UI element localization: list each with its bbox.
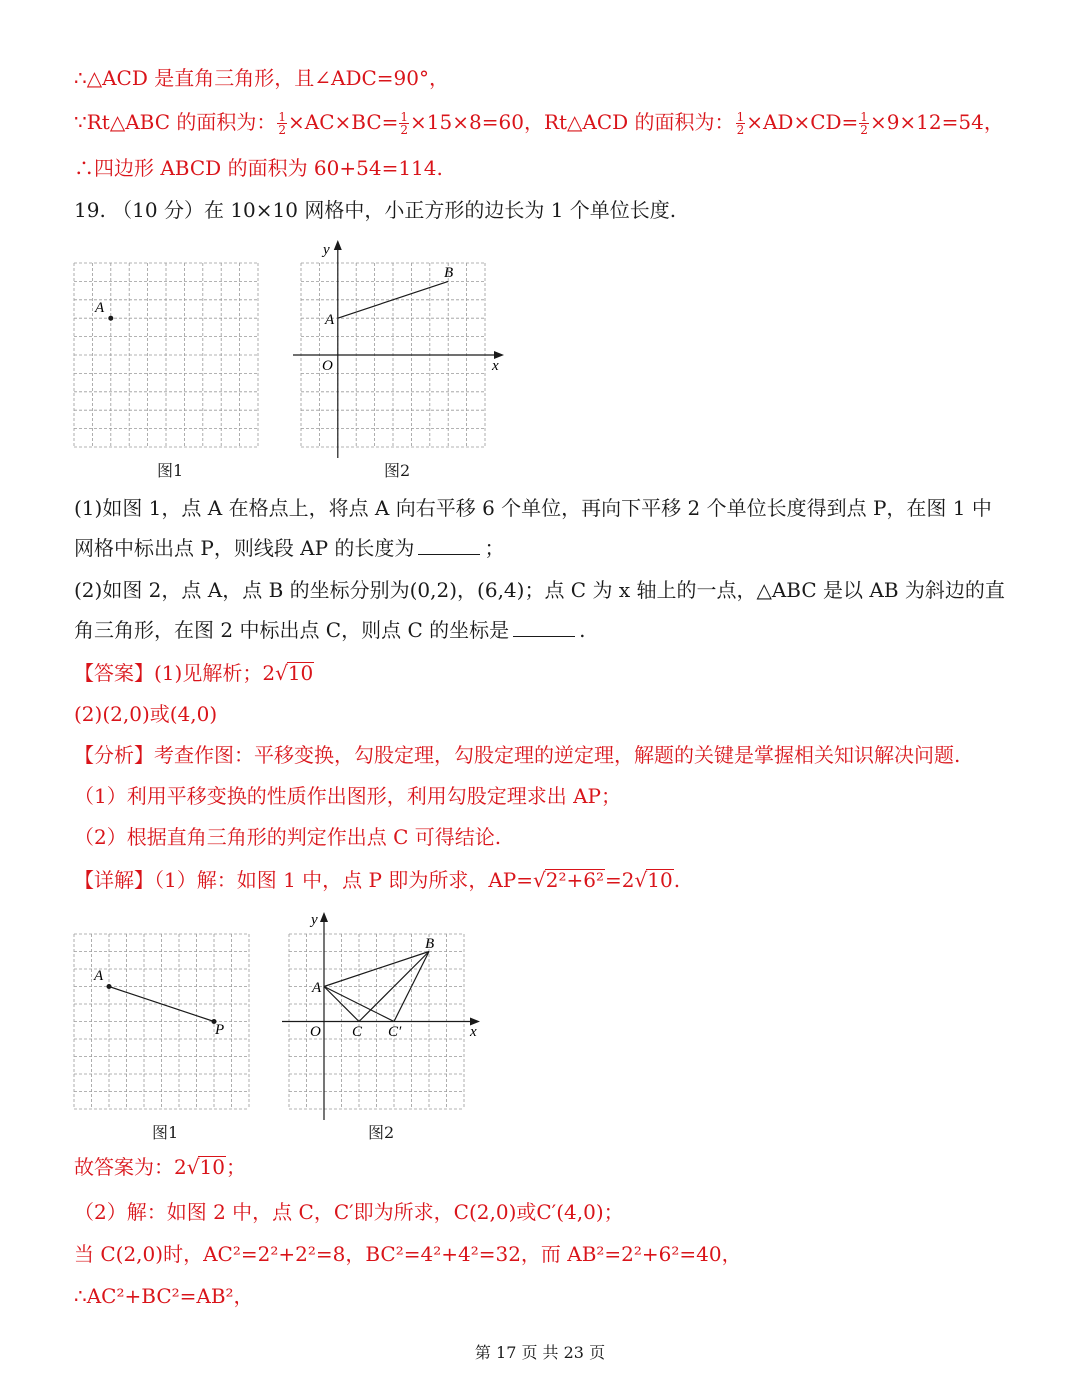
label-a: A [95, 300, 105, 316]
label-p: P [215, 1022, 225, 1038]
figure-1-caption: 图1 [157, 461, 184, 480]
detail-line-1: 【详解】（1）解：如图 1 中，点 P 即为所求，AP=√2²+6²=2√10. [74, 868, 681, 892]
text: (1)如图 1，点 A 在格点上，将点 A 向右平移 6 个单位，再向下平移 2 个单位长度得到点 P，在图 1 中 [74, 496, 992, 520]
answer-blank [418, 536, 480, 555]
page-footer: 第 17 页 共 23 页 [474, 1343, 606, 1362]
text: . [673, 868, 681, 892]
label-o: O [310, 1024, 321, 1040]
text: ×AC×BC= [288, 110, 399, 134]
figure-2-caption: 图2 [384, 461, 411, 480]
text: 19. （10 分）在 10×10 网格中，小正方形的边长为 1 个单位长度. [74, 198, 677, 222]
text: （2）根据直角三角形的判定作出点 C 可得结论. [74, 825, 502, 849]
point-a-dot [107, 984, 112, 989]
point-a-dot [108, 316, 113, 321]
text: 角三角形，在图 2 中标出点 C，则点 C 的坐标是 [74, 618, 510, 642]
label-y: y [323, 242, 330, 258]
text: 当 C(2,0)时，AC²=2²+2²=8，BC²=4²+4²=32，而 AB²=2²+6²=40， [74, 1242, 742, 1266]
radicand: 10 [647, 868, 673, 892]
solution-answer-line: 故答案为：2√10； [74, 1155, 246, 1179]
label-y: y [311, 912, 318, 928]
label-b: B [425, 936, 435, 952]
text: 【答案】(1)见解析；2 [74, 661, 276, 685]
label-o: O [322, 358, 333, 374]
answer-blank [513, 618, 575, 637]
text: ∴四边形 ABCD 的面积为 60+54=114. [74, 156, 443, 180]
analysis-line [74, 741, 960, 769]
figure-1-grid [74, 263, 258, 447]
question-19-title [74, 196, 676, 224]
text: ×9×12=54， [869, 110, 1004, 134]
solution-figure-2-caption: 图2 [368, 1123, 395, 1142]
text: ×15×8=60，Rt△ACD 的面积为： [410, 110, 735, 134]
label-a2: A [312, 980, 322, 996]
label-c-prime: C′ [388, 1024, 402, 1040]
question-figures [70, 236, 510, 486]
label-x: x [470, 1024, 477, 1040]
y-arrow [320, 912, 328, 922]
text: （1）利用平移变换的性质作出图形，利用勾股定理求出 AP； [74, 784, 621, 808]
radicand: 2²+6² [545, 868, 604, 892]
text: . [579, 618, 586, 642]
text: ×AD×CD= [746, 110, 859, 134]
label-x: x [492, 358, 499, 374]
solution-line-2 [74, 108, 1004, 136]
solution-line-3 [74, 154, 443, 182]
question-part-2-line-1 [74, 576, 1005, 604]
text: ； [484, 536, 505, 560]
solution-line-1 [74, 64, 449, 92]
text: ∵Rt△ABC 的面积为： [74, 110, 277, 134]
solution-part-2-calc [74, 1240, 742, 1268]
question-part-2-line-2 [74, 616, 585, 644]
answer-line-2 [74, 700, 217, 728]
radicand: 10 [199, 1155, 225, 1179]
text: ∴△ACD 是直角三角形，且∠ADC=90°， [74, 66, 449, 90]
text: 网格中标出点 P，则线段 AP 的长度为 [74, 536, 415, 560]
axes [293, 244, 500, 458]
solution-part-2-line [74, 1198, 624, 1226]
text: ； [225, 1155, 246, 1179]
label-c: C [352, 1024, 363, 1040]
solution-part-2-conclusion [74, 1282, 254, 1310]
text: 【分析】考查作图：平移变换，勾股定理，勾股定理的逆定理，解题的关键是掌握相关知识解决问题. [74, 743, 961, 767]
fraction: $\frac{1}{2}$ [736, 110, 745, 137]
text: 【详解】（1）解：如图 1 中，点 P 即为所求，AP= [74, 868, 533, 892]
text: =2 [605, 868, 635, 892]
label-a2: A [325, 312, 335, 328]
solution-figures [70, 908, 490, 1130]
solution-figure-1-caption: 图1 [152, 1123, 179, 1142]
fraction: $\frac{1}{2}$ [400, 110, 409, 137]
text: （2）解：如图 2 中，点 C，C′即为所求，C(2,0)或C′(4,0)； [74, 1200, 624, 1224]
label-b: B [444, 265, 454, 281]
text: 故答案为：2 [74, 1155, 187, 1179]
question-part-1-line-2 [74, 534, 504, 562]
label-a: A [94, 968, 104, 984]
fraction: $\frac{1}{2}$ [278, 110, 287, 137]
analysis-line-2 [74, 823, 501, 851]
fraction: $\frac{1}{2}$ [860, 110, 868, 137]
radicand: 10 [287, 661, 314, 685]
answer-line-1: 【答案】(1)见解析；2√10 [74, 661, 314, 685]
y-arrow [334, 240, 342, 250]
text: ∴AC²+BC²=AB²， [74, 1284, 254, 1308]
analysis-line-1 [74, 782, 621, 810]
text: (2)(2,0)或(4,0) [74, 702, 218, 726]
text: (2)如图 2，点 A，点 B 的坐标分别为(0,2)，(6,4)；点 C 为 x 轴上的一点，△ABC 是以 AB 为斜边的直 [74, 578, 1005, 602]
question-part-1-line-1 [74, 494, 992, 522]
